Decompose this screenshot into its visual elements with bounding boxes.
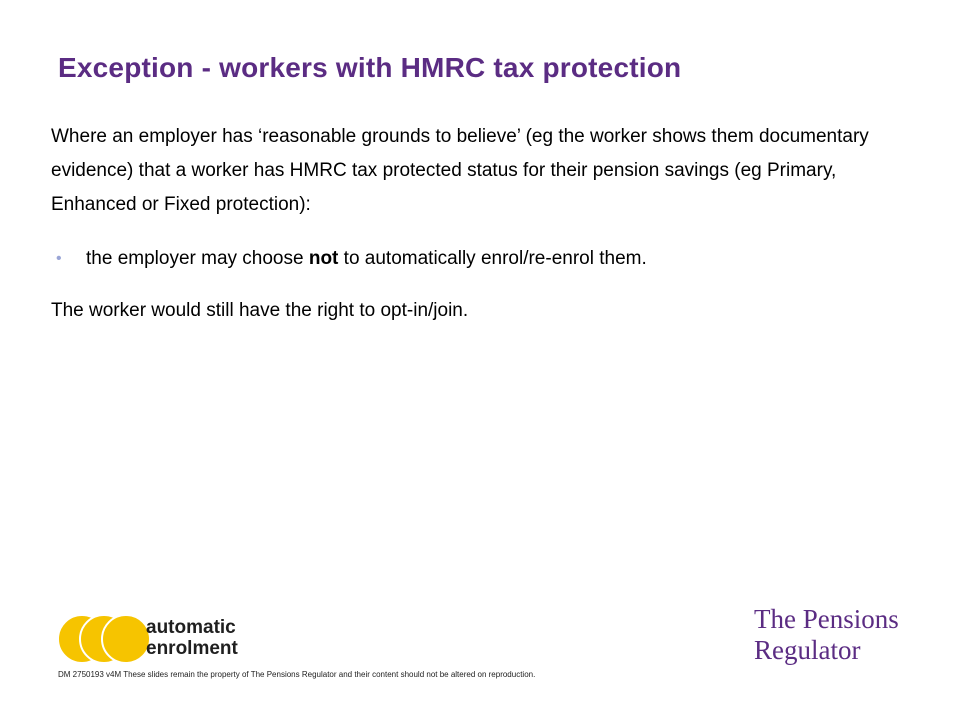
bullet-text-before: the employer may choose	[86, 248, 309, 269]
intro-paragraph: Where an employer has ‘reasonable grounds to believe’ (eg the worker shows them documentary evidence) that a worker has HMRC tax protected status for their pension savings (eg Primary, Enhanced or Fixed protection):	[51, 126, 869, 215]
closing-paragraph: The worker would still have the right to opt-in/join.	[51, 300, 469, 321]
automatic-enrolment-logo-text	[146, 617, 238, 659]
bullet-marker: •	[56, 250, 62, 267]
brand-line-1: The Pensions	[754, 604, 899, 634]
bullet-item	[51, 242, 911, 276]
brand-line-2: Regulator	[754, 635, 861, 665]
bullet-text-after: to automatically enrol/re-enrol them.	[338, 248, 647, 269]
slide-title: Exception - workers with HMRC tax protection	[58, 52, 682, 83]
footer-disclaimer: DM 2750193 v4M These slides remain the property of The Pensions Regulator and their content should not be altered on reproduction.	[58, 670, 536, 679]
bullet-emphasis: not	[308, 248, 339, 269]
slide-body	[51, 120, 911, 328]
logo-line-2: enrolment	[146, 638, 238, 659]
logo-line-1: automatic	[146, 617, 236, 638]
pensions-regulator-logo	[754, 604, 899, 666]
